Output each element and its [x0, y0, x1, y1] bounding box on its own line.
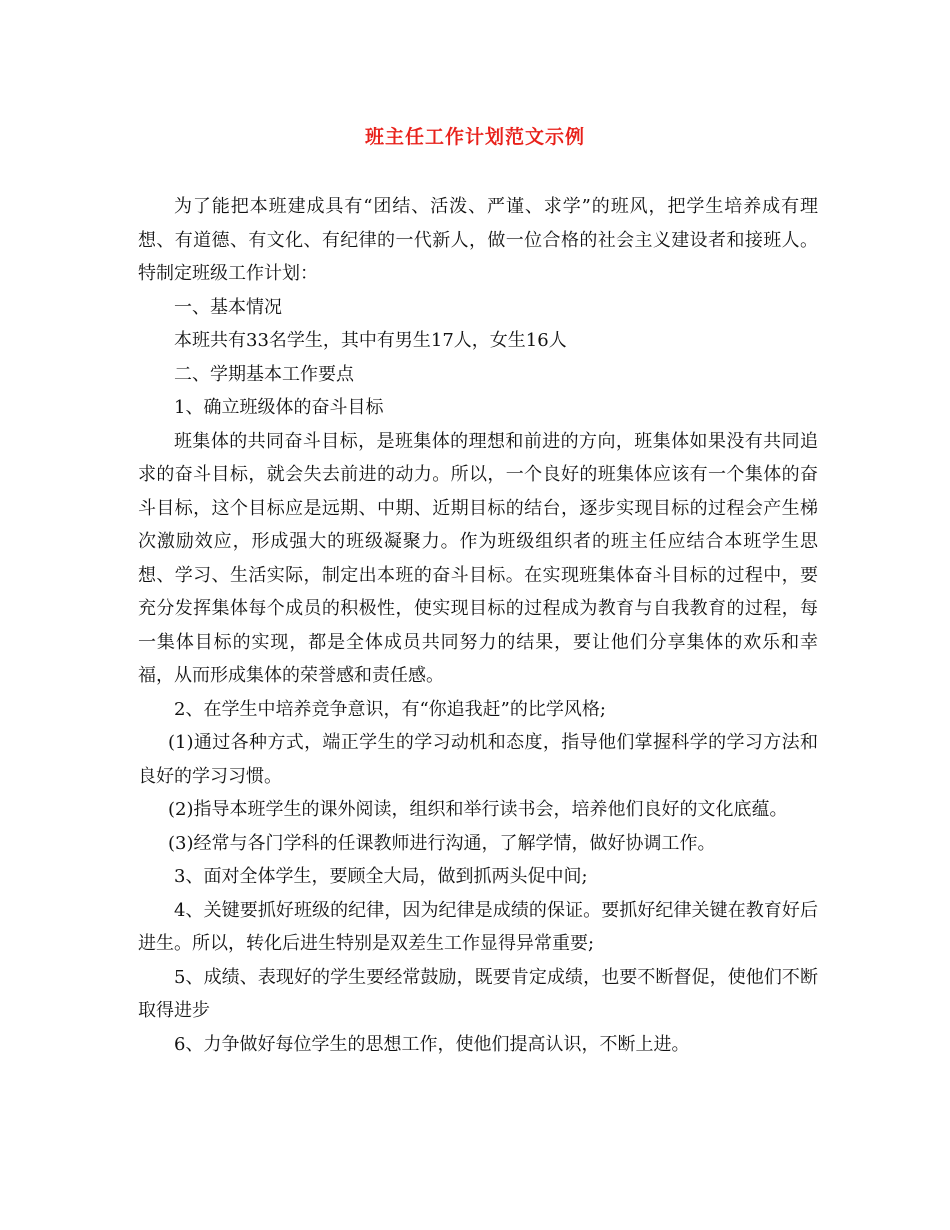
heading-key-points: 二、学期基本工作要点	[174, 363, 354, 385]
document-body	[138, 190, 818, 1061]
paragraph-goal: 班集体的共同奋斗目标，是班集体的理想和前进的方向，班集体如果没有共同追求的奋斗目标，就会失去前进的动力。所以，一个良好的班集体应该有一个集体的奋斗目标，这个目标应是远期、中期、近期目标的结台，逐步实现目标的过程会产生梯次激励效应，形成强大的班级凝聚力。作为班级组织者的班主任应结合本班学生思想、学习、生活实际，制定出本班的奋斗目标。在实现班集体奋斗目标的过程中，要充分发挥集体每个成员的积极性，使实现目标的过程成为教育与自我教育的过程，每一集体目标的实现，都是全体成员共同努力的结果，要让他们分享集体的欢乐和幸福，从而形成集体的荣誉感和责任感。	[138, 430, 818, 686]
document-title: 班主任工作计划范文示例	[364, 126, 585, 148]
subheading-competition: 2、在学生中培养竞争意识，有“你追我赶”的比学风格;	[174, 698, 606, 720]
paragraph-intro: 为了能把本班建成具有“团结、活泼、严谨、求学”的班风，把学生培养成有理想、有道德、有文化、有纪律的一代新人，做一位合格的社会主义建设者和接班人。特制定班级工作计划：	[138, 196, 818, 284]
heading-basic-situation: 一、基本情况	[174, 296, 282, 318]
point-3: 3、面对全体学生，要顾全大局，做到抓两头促中间;	[174, 866, 588, 887]
list-item-3: (3)经常与各门学科的任课教师进行沟通，了解学情，做好协调工作。	[168, 832, 716, 854]
point-4: 4、关键要抓好班级的纪律，因为纪律是成绩的保证。要抓好纪律关键在教育好后进生。所以，转化后进生特别是双差生工作显得异常重要;	[138, 899, 818, 954]
point-6: 6、力争做好每位学生的思想工作，使他们提高认识，不断上进。	[174, 1033, 690, 1055]
subheading-goal: 1、确立班级体的奋斗目标	[174, 397, 384, 418]
paragraph-class-size: 本班共有33名学生，其中有男生17人，女生16人	[174, 330, 567, 351]
list-item-1: (1)通过各种方式，端正学生的学习动机和态度，指导他们掌握科学的学习方法和良好的学习习惯。	[138, 732, 818, 787]
list-item-2: (2)指导本班学生的课外阅读，组织和举行读书会，培养他们良好的文化底蕴。	[168, 799, 788, 820]
point-5: 5、成绩、表现好的学生要经常鼓励，既要肯定成绩，也要不断督促，使他们不断取得进步	[138, 966, 818, 1021]
